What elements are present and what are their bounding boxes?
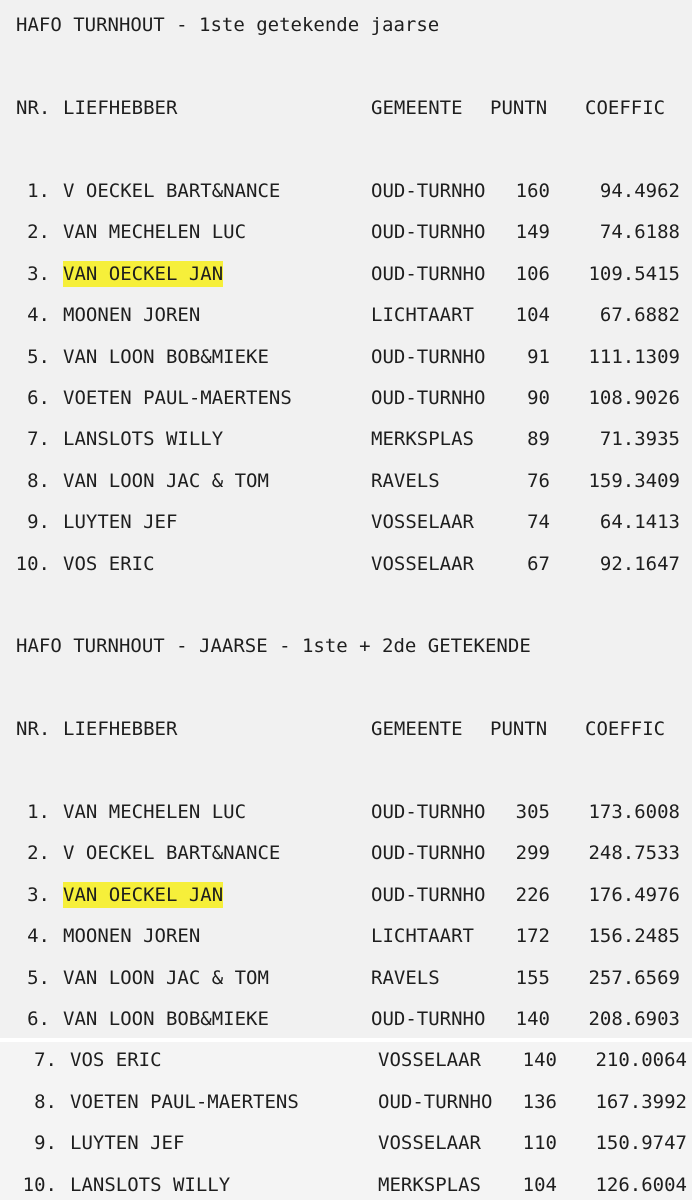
section2-title: HAFO TURNHOUT - JAARSE - 1ste + 2de GETEKENDE [16, 635, 531, 657]
row-coeffic: 167.3992 [595, 1090, 687, 1113]
section2-header-row [0, 716, 666, 742]
row-puntn: 106 [515, 262, 550, 285]
row-gemeente: OUD-TURNHO [371, 1008, 486, 1030]
row-puntn: 226 [515, 883, 550, 906]
paste-divider [0, 1038, 692, 1042]
row-number: 3. [27, 883, 50, 906]
row-puntn: 172 [515, 925, 550, 948]
row-coeffic: 150.9747 [595, 1132, 687, 1155]
row-gemeente: OUD-TURNHO [371, 801, 486, 823]
row-puntn: 90 [527, 387, 550, 409]
row-coeffic: 156.2485 [588, 925, 680, 948]
row-number: 2. [27, 221, 50, 244]
row-liefhebber: VOS ERIC [70, 1049, 162, 1072]
row-liefhebber: LUYTEN JEF [70, 1132, 185, 1155]
header-nr: NR. [16, 718, 51, 740]
row-puntn: 136 [522, 1090, 557, 1113]
row-number: 6. [27, 1008, 50, 1030]
row-gemeente: LICHTAART [371, 304, 474, 327]
row-coeffic: 126.6004 [595, 1173, 687, 1196]
section1-header-row [0, 95, 666, 121]
header-liefhebber: LIEFHEBBER [63, 718, 178, 740]
row-coeffic: 159.3409 [588, 469, 680, 492]
row-puntn: 76 [527, 469, 550, 492]
row-gemeente: OUD-TURNHO [371, 883, 486, 906]
row-puntn: 160 [515, 180, 550, 202]
row-gemeente: RAVELS [371, 469, 440, 492]
row-gemeente: MERKSPLAS [378, 1173, 481, 1196]
row-number: 10. [15, 552, 50, 575]
row-gemeente: VOSSELAAR [378, 1049, 481, 1072]
row-number: 2. [27, 842, 50, 865]
row-coeffic: 248.7533 [588, 842, 680, 865]
row-liefhebber: MOONEN JOREN [63, 304, 201, 327]
row-coeffic: 109.5415 [588, 262, 680, 285]
row-coeffic: 208.6903 [588, 1008, 680, 1030]
row-liefhebber: VAN LOON JAC & TOM [63, 469, 269, 492]
row-liefhebber: V OECKEL BART&NANCE [63, 842, 281, 865]
row-gemeente: OUD-TURNHO [371, 180, 486, 202]
row-puntn: 91 [527, 345, 550, 368]
row-number: 7. [34, 1049, 57, 1072]
row-puntn: 104 [515, 304, 550, 327]
row-gemeente: VOSSELAAR [371, 511, 474, 534]
row-puntn: 140 [515, 1008, 550, 1030]
header-coeffic: COEFFIC [585, 718, 666, 740]
header-nr: NR. [16, 97, 51, 119]
header-puntn: PUNTN [490, 97, 548, 119]
row-liefhebber: V OECKEL BART&NANCE [63, 180, 281, 202]
row-number: 8. [27, 469, 50, 492]
row-gemeente: VOSSELAAR [378, 1132, 481, 1155]
row-liefhebber: VAN LOON BOB&MIEKE [63, 345, 269, 368]
header-gemeente: GEMEENTE [371, 718, 463, 740]
row-number: 9. [34, 1132, 57, 1155]
header-coeffic: COEFFIC [585, 97, 666, 119]
row-number: 10. [22, 1173, 57, 1196]
row-liefhebber: VAN LOON BOB&MIEKE [63, 1008, 269, 1030]
row-number: 8. [34, 1090, 57, 1113]
row-coeffic: 67.6882 [599, 304, 680, 327]
row-number: 5. [27, 345, 50, 368]
row-gemeente: RAVELS [371, 966, 440, 989]
row-gemeente: VOSSELAAR [371, 552, 474, 575]
section1-title: HAFO TURNHOUT - 1ste getekende jaarse [16, 14, 440, 36]
row-number: 1. [27, 801, 50, 823]
row-number: 7. [27, 428, 50, 451]
row-gemeente: OUD-TURNHO [371, 387, 486, 409]
row-liefhebber: VAN LOON JAC & TOM [63, 966, 269, 989]
row-puntn: 104 [522, 1173, 557, 1196]
row-puntn: 67 [527, 552, 550, 575]
row-gemeente: OUD-TURNHO [371, 221, 486, 244]
row-coeffic: 176.4976 [588, 883, 680, 906]
header-puntn: PUNTN [490, 718, 548, 740]
row-coeffic: 111.1309 [588, 345, 680, 368]
row-number: 3. [27, 262, 50, 285]
row-puntn: 74 [527, 511, 550, 534]
row-number: 6. [27, 387, 50, 409]
row-liefhebber: VOS ERIC [63, 552, 155, 575]
row-number: 5. [27, 966, 50, 989]
row-coeffic: 108.9026 [588, 387, 680, 409]
row-puntn: 149 [515, 221, 550, 244]
row-gemeente: LICHTAART [371, 925, 474, 948]
row-liefhebber: VAN OECKEL JAN [63, 262, 224, 285]
row-puntn: 110 [522, 1132, 557, 1155]
row-gemeente: MERKSPLAS [371, 428, 474, 451]
row-coeffic: 64.1413 [599, 511, 680, 534]
row-coeffic: 210.0064 [595, 1049, 687, 1072]
row-number: 4. [27, 925, 50, 948]
row-liefhebber: LUYTEN JEF [63, 511, 178, 534]
row-number: 1. [27, 180, 50, 202]
row-coeffic: 94.4962 [599, 180, 680, 202]
row-gemeente: OUD-TURNHO [371, 262, 486, 285]
row-liefhebber: LANSLOTS WILLY [63, 428, 224, 451]
header-liefhebber: LIEFHEBBER [63, 97, 178, 119]
row-puntn: 155 [515, 966, 550, 989]
row-coeffic: 173.6008 [588, 801, 680, 823]
row-liefhebber: MOONEN JOREN [63, 925, 201, 948]
row-number: 9. [27, 511, 50, 534]
row-liefhebber: LANSLOTS WILLY [70, 1173, 231, 1196]
row-coeffic: 92.1647 [599, 552, 680, 575]
row-coeffic: 257.6569 [588, 966, 680, 989]
row-gemeente: OUD-TURNHO [378, 1090, 493, 1113]
header-gemeente: GEMEENTE [371, 97, 463, 119]
row-number: 4. [27, 304, 50, 327]
row-puntn: 299 [515, 842, 550, 865]
row-coeffic: 71.3935 [599, 428, 680, 451]
row-liefhebber: VAN OECKEL JAN [63, 883, 224, 906]
row-puntn: 89 [527, 428, 550, 451]
row-coeffic: 74.6188 [599, 221, 680, 244]
row-gemeente: OUD-TURNHO [371, 842, 486, 865]
row-puntn: 305 [515, 801, 550, 823]
row-liefhebber: VOETEN PAUL-MAERTENS [70, 1090, 299, 1113]
row-liefhebber: VAN MECHELEN LUC [63, 801, 247, 823]
row-gemeente: OUD-TURNHO [371, 345, 486, 368]
row-puntn: 140 [522, 1049, 557, 1072]
row-liefhebber: VOETEN PAUL-MAERTENS [63, 387, 292, 409]
row-liefhebber: VAN MECHELEN LUC [63, 221, 247, 244]
